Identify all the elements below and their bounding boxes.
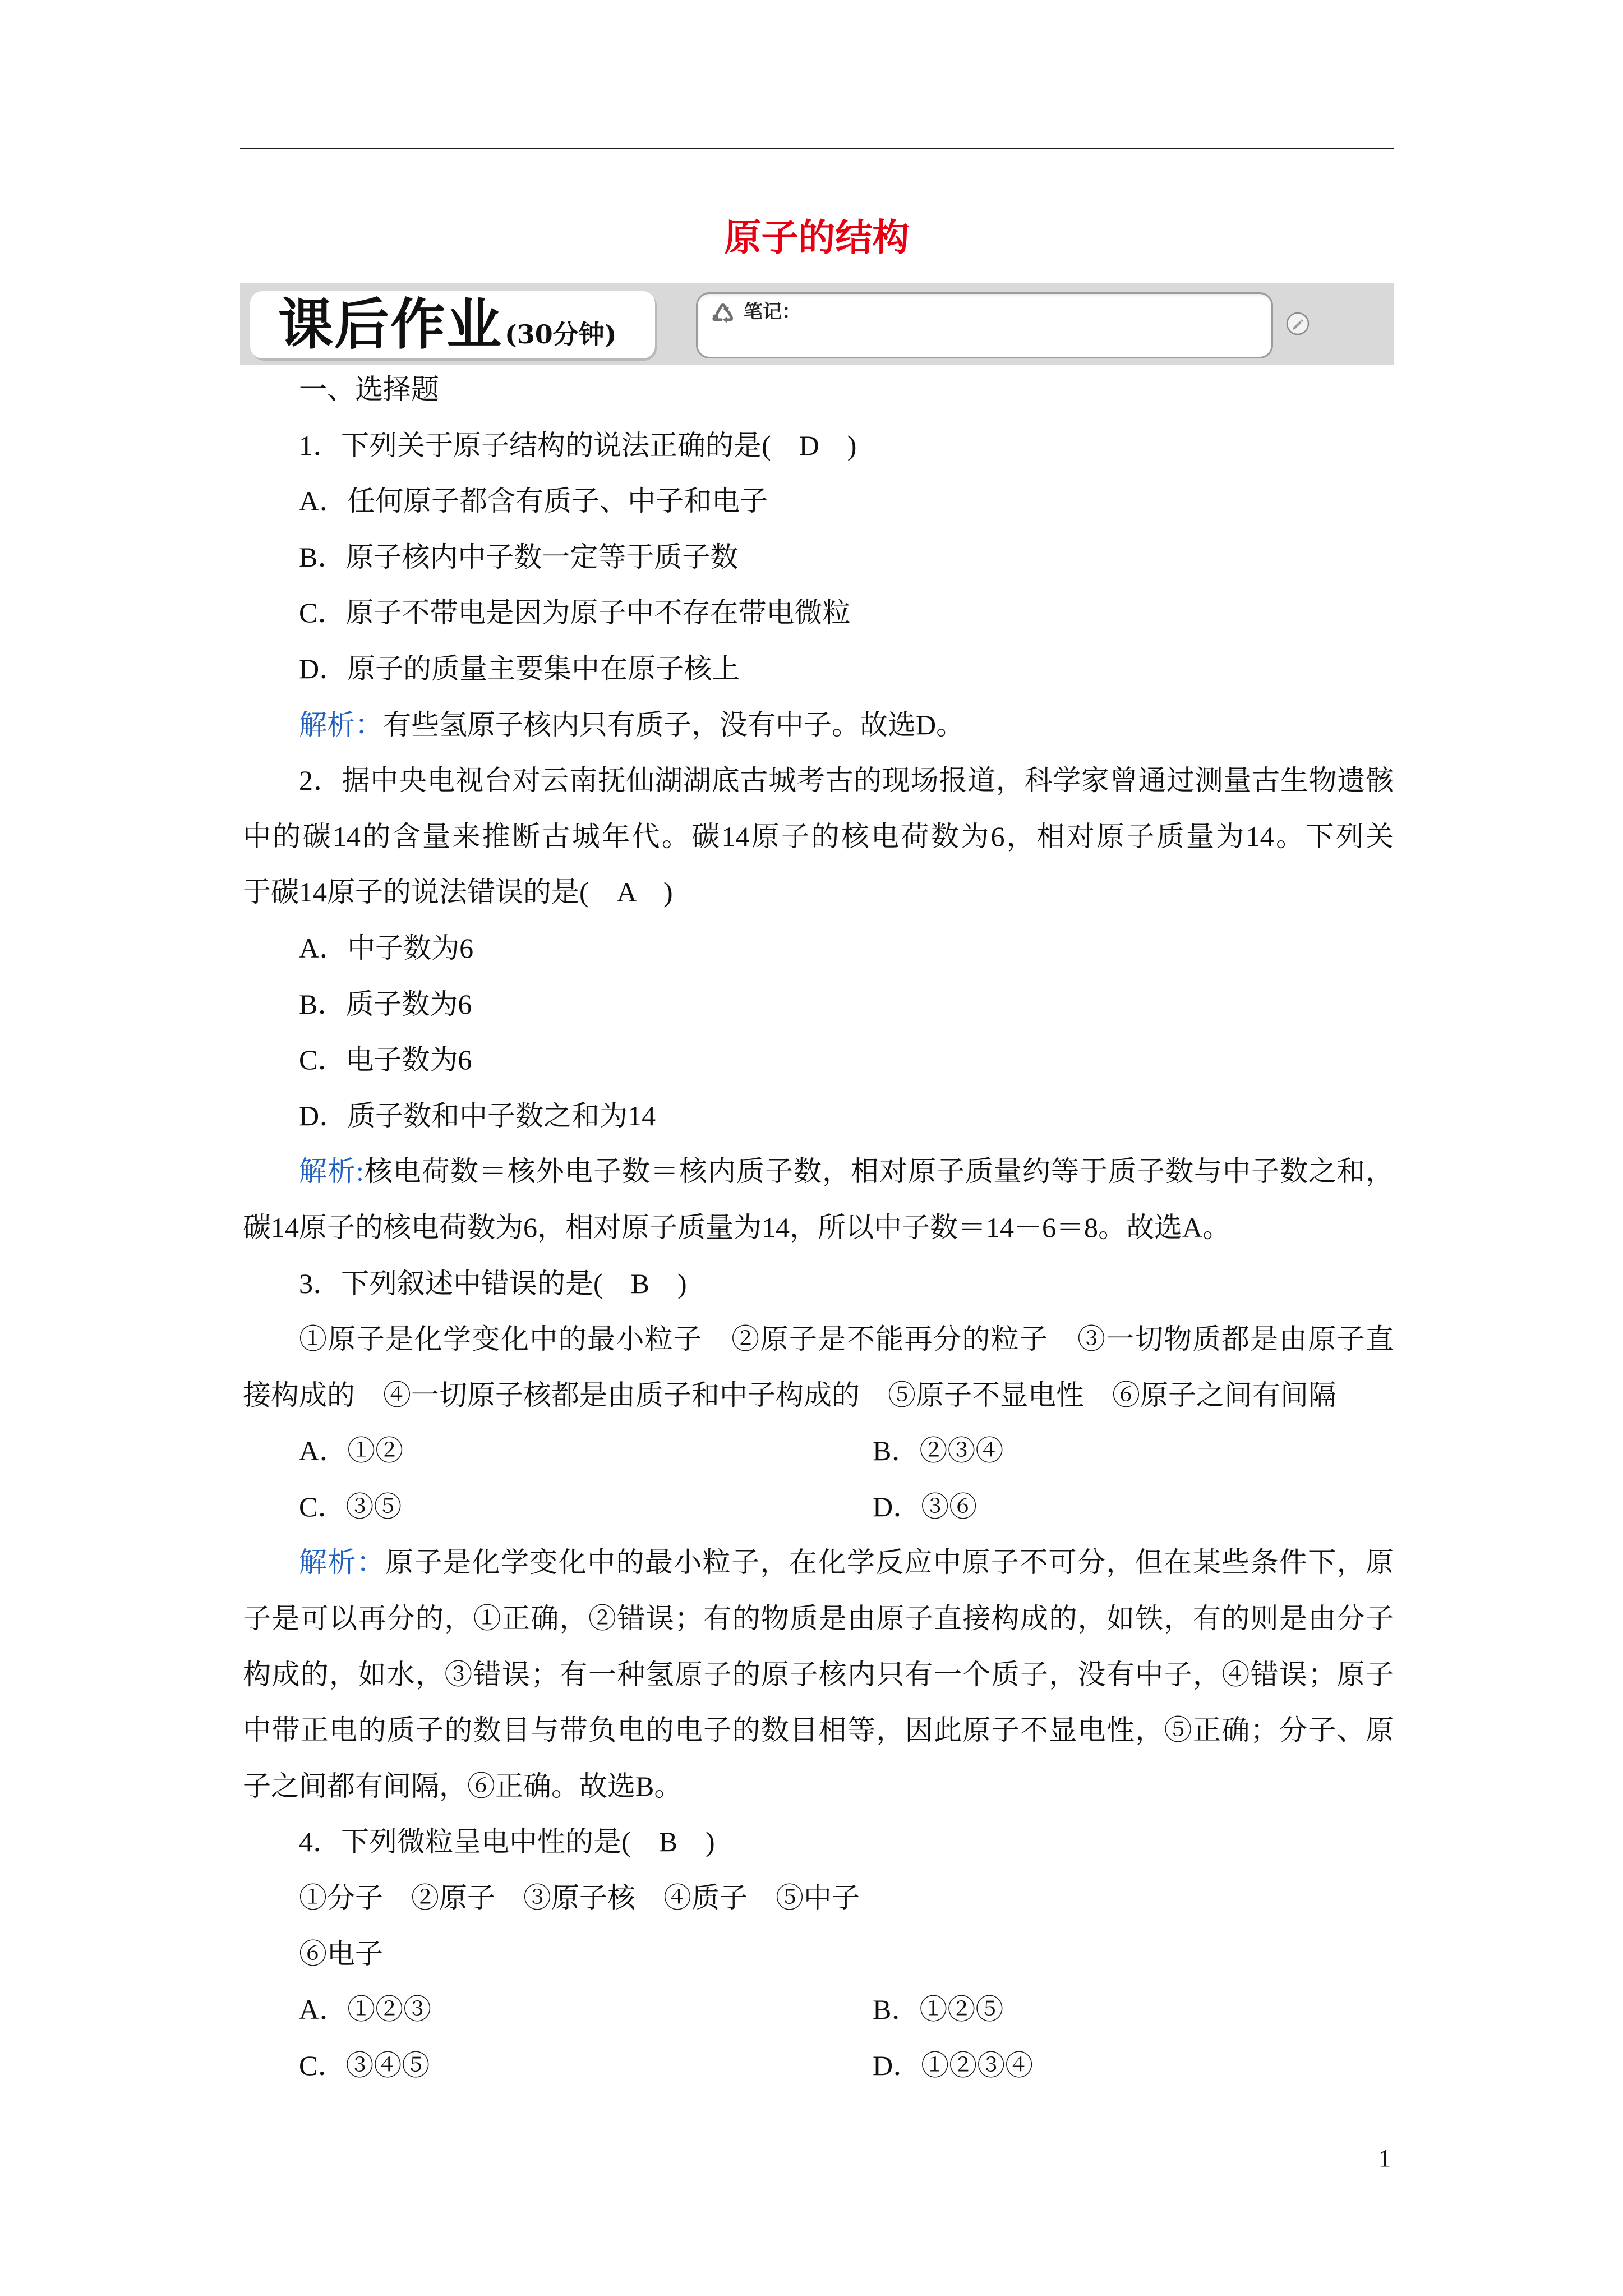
question-4-option-a: A．①②③	[299, 1994, 432, 2026]
explanation-label: 解析：	[299, 708, 383, 740]
homework-label	[250, 291, 655, 358]
question-1-option-d: D．原子的质量主要集中在原子核上	[299, 652, 740, 684]
question-4-options-row	[243, 2038, 1394, 2094]
question-2-option-b: B．质子数为6	[299, 988, 472, 1020]
page-title: 原子的结构	[724, 218, 910, 259]
explanation-text: 原子是化学变化中的最小粒子，在化学反应中原子不可分，但在某些条件下，原	[385, 1547, 1394, 1579]
question-2-stem-line: 于碳14原子的说法错误的是( A )	[243, 876, 673, 908]
question-1-stem: 1．下列关于原子结构的说法正确的是( D )	[299, 429, 857, 461]
exercise-content	[243, 362, 1394, 2093]
question-3-explanation-line: 构成的，如水，③错误；有一种氢原子的原子核内只有一个质子，没有中子，④错误；原子	[243, 1658, 1394, 1690]
question-4-statement-line: ⑥电子	[299, 1938, 383, 1970]
header-rule	[240, 148, 1394, 149]
homework-banner	[240, 283, 1394, 365]
question-1-option-a: A．任何原子都含有质子、中子和电子	[299, 485, 768, 517]
question-4-options-row	[243, 1982, 1394, 2038]
question-3-statement-line: ①原子是化学变化中的最小粒子 ②原子是不能再分的粒子 ③一切物质都是由原子直	[299, 1323, 1394, 1355]
question-1-option-b: B．原子核内中子数一定等于质子数	[299, 541, 739, 573]
question-4-option-c: C．③④⑤	[299, 2049, 430, 2081]
question-3-explanation-line: 中带正电的质子的数目与带负电的电子的数目相等，因此原子不显电性，⑤正确；分子、原	[243, 1714, 1394, 1746]
notes-box[interactable]	[696, 292, 1273, 358]
question-3-option-d: D．③⑥	[873, 1490, 978, 1522]
question-2-option-a: A．中子数为6	[299, 932, 474, 964]
question-3-option-a: A．①②	[299, 1435, 404, 1467]
homework-duration: (30分钟)	[505, 319, 617, 349]
question-3-explanation-line: 子是可以再分的，①正确，②错误；有的物质是由原子直接构成的，如铁，有的则是由分子	[243, 1603, 1394, 1635]
explanation-text: 有些氢原子核内只有质子，没有中子。故选D。	[383, 708, 965, 740]
question-3-explanation	[243, 1535, 1394, 1591]
question-3-options-row	[243, 1479, 1394, 1535]
question-2-stem-line: 2．据中央电视台对云南抚仙湖湖底古城考古的现场报道，科学家曾通过测量古生物遗骸	[299, 765, 1394, 797]
section-heading: 一、选择题	[299, 374, 439, 405]
homework-heading: 课后作业	[278, 293, 503, 357]
page-number: 1	[1378, 2145, 1391, 2172]
question-2-explanation	[243, 1144, 1394, 1200]
question-3-stem: 3．下列叙述中错误的是( B )	[299, 1267, 687, 1299]
question-4-option-b: B．①②⑤	[873, 1994, 1004, 2026]
question-4-statement-line: ①分子 ②原子 ③原子核 ④质子 ⑤中子	[299, 1882, 860, 1914]
question-4-option-d: D．①②③④	[873, 2049, 1034, 2081]
question-2-option-d: D．质子数和中子数之和为14	[299, 1099, 656, 1131]
question-2-explanation-line: 碳14原子的核电荷数为6，相对原子质量为14，所以中子数＝14－6＝8。故选A。	[243, 1211, 1231, 1243]
question-4-stem: 4．下列微粒呈电中性的是( B )	[299, 1826, 715, 1858]
question-3-options-row	[243, 1423, 1394, 1479]
recycle-icon	[710, 301, 736, 323]
question-1-explanation	[243, 697, 1394, 753]
question-2-stem-line: 中的碳14的含量来推断古城年代。碳14原子的核电荷数为6，相对原子质量为14。下列关	[243, 820, 1394, 852]
question-3-statement-line: 接构成的 ④一切原子核都是由质子和中子构成的 ⑤原子不显电性 ⑥原子之间有间隔	[243, 1379, 1336, 1411]
notes-label: 笔记：	[744, 301, 801, 323]
question-1-option-c: C．原子不带电是因为原子中不存在带电微粒	[299, 597, 851, 629]
question-2-option-c: C．电子数为6	[299, 1044, 472, 1076]
question-3-option-c: C．③⑤	[299, 1490, 402, 1522]
question-3-explanation-line: 子之间都有间隔，⑥正确。故选B。	[243, 1770, 683, 1802]
explanation-label: 解析：	[299, 1547, 386, 1579]
question-3-option-b: B．②③④	[873, 1435, 1004, 1467]
explanation-text: 核电荷数＝核外电子数＝核内质子数，相对原子质量约等于质子数与中子数之和，	[363, 1156, 1394, 1188]
explanation-label: 解析:	[299, 1156, 364, 1188]
pencil-icon[interactable]	[1285, 311, 1310, 336]
